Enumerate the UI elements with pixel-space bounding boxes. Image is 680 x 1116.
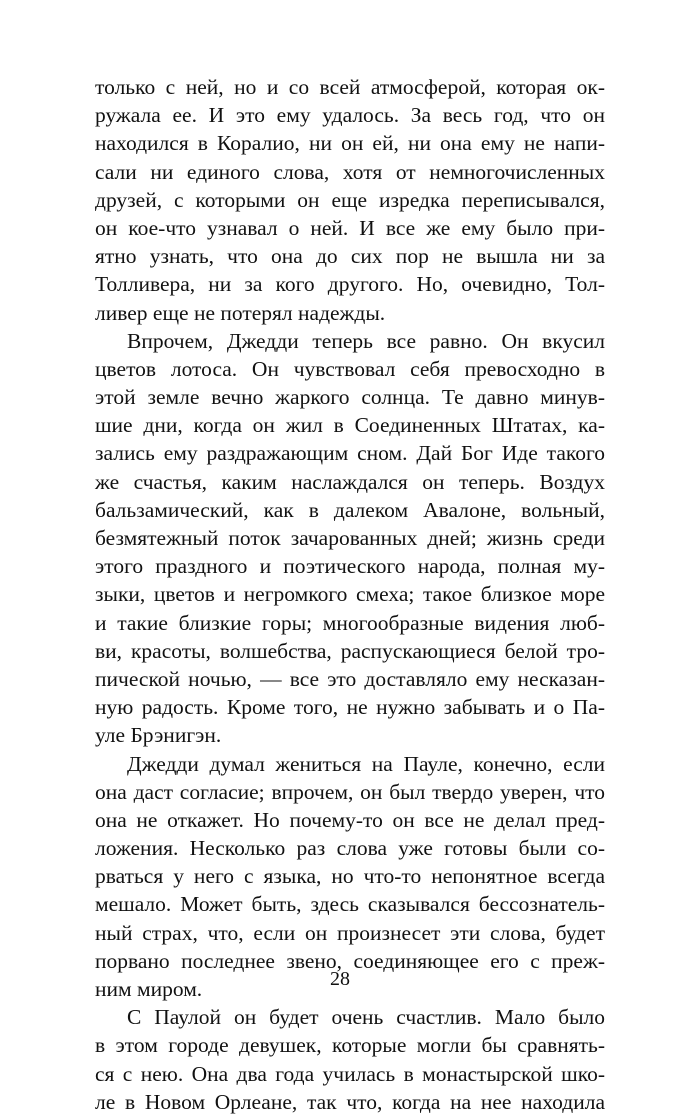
text-line: и такие близкие горы; многообразные видения люб- — [95, 610, 605, 635]
text-line: только с ней, но и со всей атмосферой, которая ок- — [95, 75, 605, 99]
text-line: ся с нею. Она два года училась в монастырской шко- — [95, 1061, 605, 1086]
text-line: сали ни единого слова, хотя от немногочисленных — [95, 159, 605, 184]
text-line: ятно узнать, что она до сих пор не вышла ни за — [95, 244, 605, 269]
text-line: ный страх, что, если он произнесет эти слова, будет — [95, 920, 605, 945]
page-number: 28 — [330, 968, 350, 990]
text-line: цветов лотоса. Он чувствовал себя превосходно в — [95, 356, 605, 381]
text-line: рваться у него с языка, но что-то непонятное всегда — [95, 864, 605, 889]
text-line: Джедди думал жениться на Пауле, конечно, если — [127, 751, 605, 776]
text-line: этой земле вечно жаркого солнца. Те давно минув- — [95, 385, 605, 410]
text-line: порвано последнее звено, соединяющее его с преж- — [95, 948, 605, 973]
page-body-text — [95, 73, 605, 1116]
text-line: ливер еще не потерял надежды. — [95, 300, 386, 325]
text-line: ную радость. Кроме того, не нужно забывать и о Па- — [95, 695, 605, 720]
text-line: Впрочем, Джедди теперь все равно. Он вкусил — [127, 328, 605, 353]
text-line: ружала ее. И это ему удалось. За весь год, что он — [95, 103, 605, 128]
text-line: пической ночью, — все это доставляло ему несказан- — [95, 666, 605, 691]
text-line: безмятежный поток зачарованных дней; жизнь среди — [95, 526, 605, 550]
text-line: мешало. Может быть, здесь сказывался бессознатель- — [95, 892, 605, 917]
text-line: ви, красоты, волшебства, распускающиеся белой тро- — [95, 638, 605, 663]
text-line: этого праздного и поэтического народа, полная му- — [95, 554, 605, 579]
text-line: бальзамический, как в далеком Авалоне, вольный, — [95, 497, 605, 522]
text-line: ложения. Несколько раз слова уже готовы были со- — [95, 836, 605, 861]
text-line: шие дни, когда он жил в Соединенных Штатах, ка- — [95, 413, 605, 438]
text-line: зались ему раздражающим сном. Дай Бог Иде такого — [95, 441, 605, 466]
text-line: она даст согласие; впрочем, он был твердо уверен, что — [95, 779, 605, 804]
text-line: же счастья, каким наслаждался он теперь. Воздух — [95, 469, 605, 494]
text-line: друзей, с которыми он еще изредка переписывался, — [95, 187, 605, 212]
text-line: зыки, цветов и негромкого смеха; такое близкое море — [95, 582, 605, 607]
text-line: она не откажет. Но почему-то он все не делал пред- — [95, 807, 605, 832]
text-line: ле в Новом Орлеане, так что, когда на нее находила — [95, 1089, 605, 1114]
text-line: в этом городе девушек, которые могли бы сравнять- — [95, 1033, 605, 1058]
text-line: С Паулой он будет очень счастлив. Мало было — [127, 1005, 605, 1030]
text-line: он кое-что узнавал о ней. И все же ему было при- — [95, 215, 605, 240]
text-line: Толливера, ни за кого другого. Но, очевидно, Тол- — [95, 272, 605, 297]
text-line: ним миром. — [95, 977, 203, 1001]
text-line: уле Брэнигэн. — [95, 723, 222, 748]
text-line: находился в Коралио, ни он ей, ни она ему не напи- — [95, 131, 605, 156]
